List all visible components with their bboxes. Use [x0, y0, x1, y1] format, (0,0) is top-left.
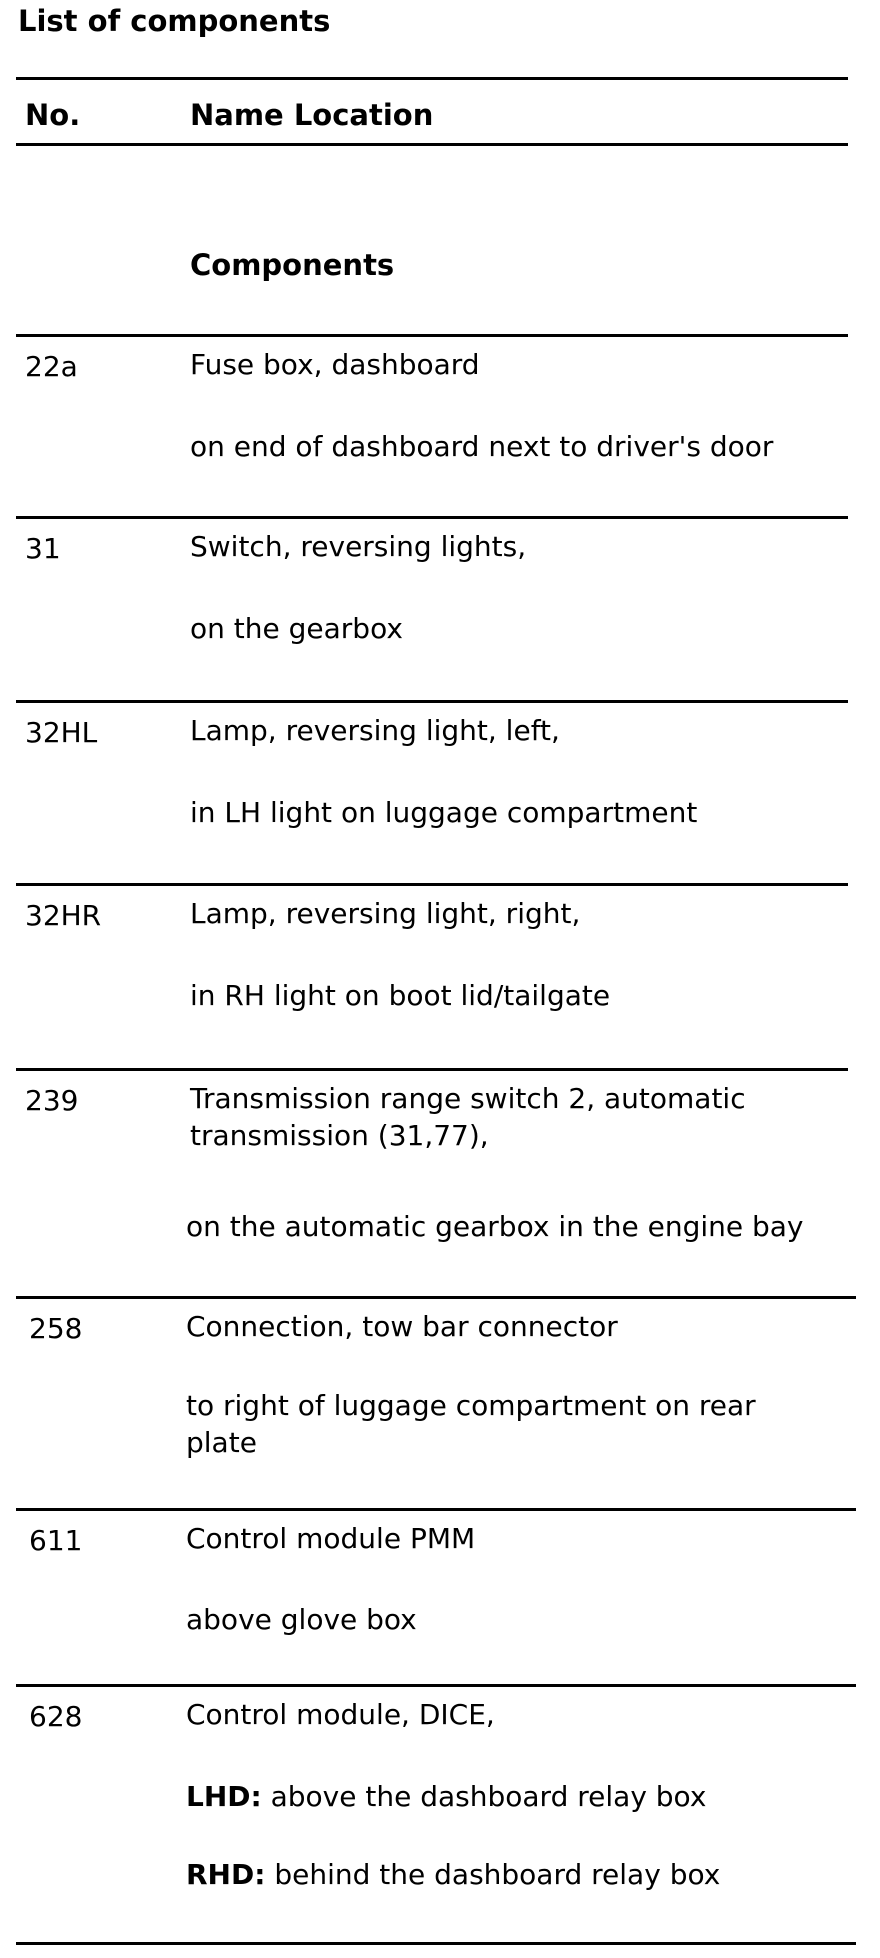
component-number: 32HL [25, 716, 98, 749]
component-number: 22a [25, 350, 78, 383]
column-header-no: No. [25, 98, 81, 132]
component-name: Fuse box, dashboard [190, 348, 480, 381]
component-name: Lamp, reversing light, right, [190, 897, 581, 930]
component-name: Connection, tow bar connector [186, 1310, 618, 1343]
component-name: Control module PMM [186, 1522, 476, 1555]
row-divider [16, 1684, 856, 1687]
row-divider [16, 883, 848, 886]
component-name: Transmission range switch 2, automatic transmission (31,77), [190, 1082, 746, 1152]
component-name: Lamp, reversing light, left, [190, 714, 560, 747]
component-location-rhd [186, 1856, 846, 1893]
lhd-label: LHD: [186, 1780, 262, 1813]
row-divider [16, 334, 848, 337]
lhd-location-text: above the dashboard relay box [261, 1780, 707, 1813]
row-divider [16, 516, 848, 519]
column-header-name-location: Name Location [190, 98, 434, 132]
component-number: 258 [29, 1312, 83, 1345]
component-number: 239 [25, 1084, 79, 1117]
header-bottom-rule [16, 143, 848, 146]
component-name: Control module, DICE, [186, 1698, 495, 1731]
component-location: in LH light on luggage compartment [190, 796, 698, 829]
component-location: on end of dashboard next to driver's door [190, 430, 774, 463]
table-bottom-rule [16, 1942, 856, 1945]
component-number: 611 [29, 1524, 83, 1557]
component-number: 32HR [25, 899, 102, 932]
component-location: in RH light on boot lid/tailgate [190, 979, 611, 1012]
rhd-location-text: behind the dashboard relay box [265, 1858, 721, 1891]
component-location: to right of luggage compartment on rear plate [186, 1389, 756, 1459]
component-location: above glove box [186, 1603, 417, 1636]
component-number: 628 [29, 1700, 83, 1733]
component-location: on the automatic gearbox in the engine bay [186, 1210, 804, 1243]
row-divider [16, 1296, 856, 1299]
section-title: Components [190, 248, 395, 282]
component-name: Switch, reversing lights, [190, 530, 527, 563]
component-number: 31 [25, 532, 61, 565]
row-divider [16, 700, 848, 703]
row-divider [16, 1068, 848, 1071]
component-location: on the gearbox [190, 612, 403, 645]
component-location-lhd [186, 1778, 846, 1815]
header-top-rule [16, 77, 848, 80]
page-title: List of components [18, 4, 331, 38]
row-divider [16, 1508, 856, 1511]
rhd-label: RHD: [186, 1858, 266, 1891]
